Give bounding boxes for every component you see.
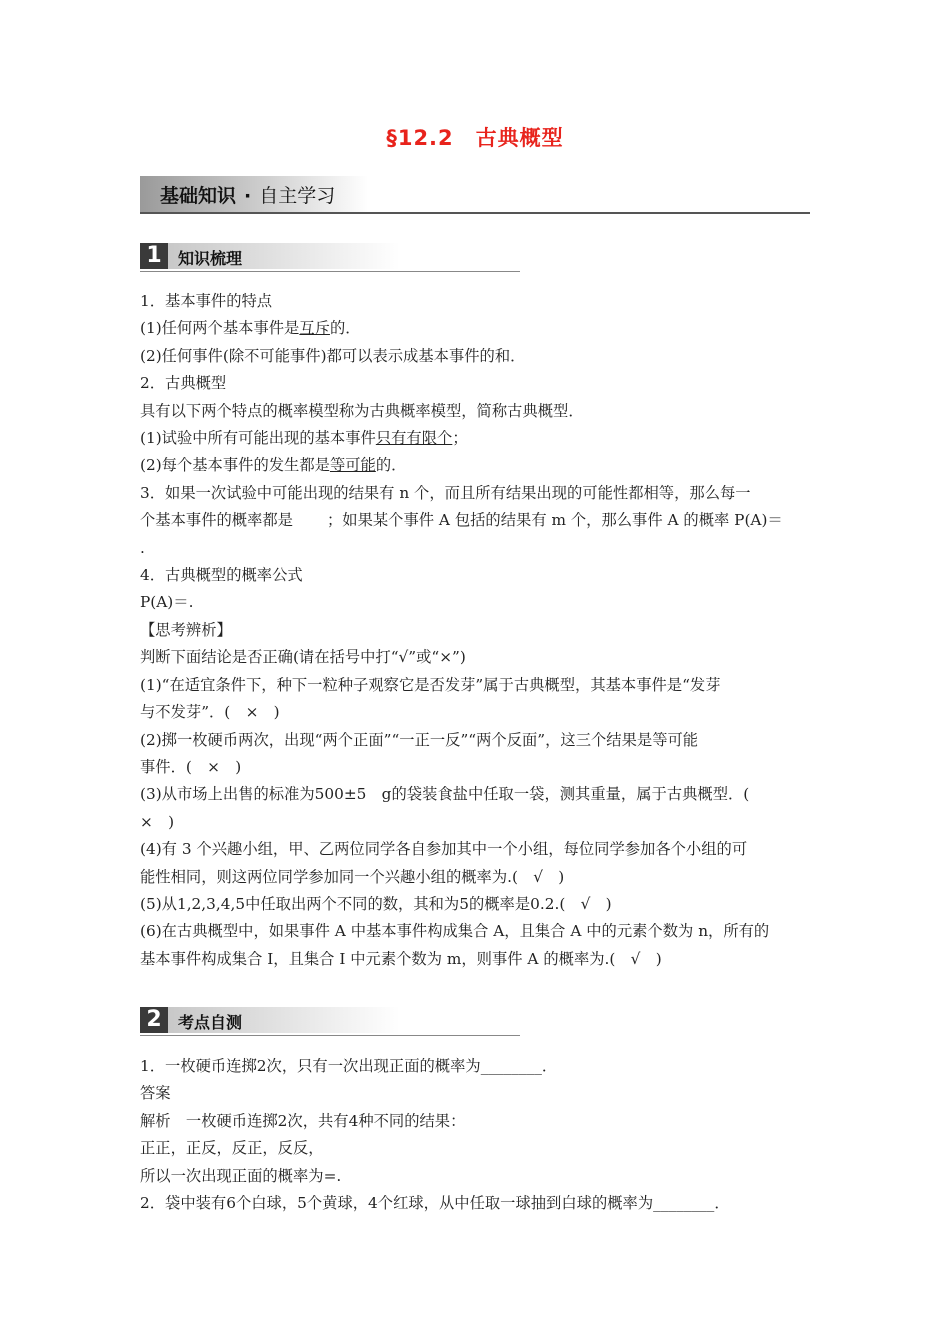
line-4: (1)试验中所有可能出现的基本事件只有有限个； (140, 429, 468, 448)
answer-underline-1: 互斥 (299, 319, 330, 338)
answer-label: 答案 (140, 1084, 171, 1103)
title-text: 古典概型 (475, 126, 564, 150)
line-2: (2)任何事件(除不可能事件)都可以表示成基本事件的和． (140, 346, 526, 365)
heading-1: 1．基本事件的特点 (140, 292, 273, 310)
judge-3a: (3)从市场上出售的标准为500±5 g的袋装食盐中任取一袋，测其重量，属于古典概型．( (140, 785, 750, 804)
judge-2b: 事件．( × ) (140, 757, 242, 776)
subsection-rule-2 (140, 1035, 520, 1036)
judge-3b: × ) (140, 812, 175, 831)
judge-5: (5)从1,2,3,4,5中任取出两个不同的数，其和为5的概率是0.2.( √ ) (140, 894, 612, 913)
judge-4b: 能性相同，则这两位同学参加同一个兴趣小组的概率为.( √ ) (140, 867, 565, 886)
heading-4: 4．古典概型的概率公式 (140, 566, 303, 585)
line-6: 3．如果一次试验中可能出现的结果有 n 个，而且所有结果出现的可能性都相等，那么每一 (140, 483, 751, 502)
judge-1b: 与不发芽”．( × ) (140, 703, 280, 722)
subsection-header-1 (140, 243, 520, 273)
subsection-label-2: 考点自测 (178, 1013, 243, 1032)
explanation: 解析 一枚硬币连掷2次，共有4种不同的结果： (140, 1111, 466, 1130)
results: 正正，正反，反正，反反， (140, 1139, 324, 1158)
judge-6b: 基本事件构成集合 I，且集合 I 中元素个数为 m，则事件 A 的概率为.( √ ) (140, 949, 662, 968)
subsection-header-2 (140, 1007, 520, 1037)
question-1: 1．一枚硬币连掷2次，只有一次出现正面的概率为________． (140, 1057, 558, 1075)
section-header-text (160, 181, 335, 208)
line-9: P(A)＝. (140, 593, 194, 612)
conclusion: 所以一次出现正面的概率为=. (140, 1166, 342, 1185)
answer-underline-3: 等可能 (329, 456, 376, 475)
line-1: (1)任何两个基本事件是互斥的． (140, 319, 361, 338)
section-dot: · (244, 185, 252, 207)
think-heading: 【思考辨析】 (140, 620, 232, 639)
subsection-label-1: 知识梳理 (178, 249, 243, 268)
heading-2: 2．古典概型 (140, 374, 227, 393)
title-number: §12.2 (386, 126, 454, 150)
judge-6a: (6)在古典概型中，如果事件 A 中基本事件构成集合 A，且集合 A 中的元素个数为 n，所有的 (140, 922, 770, 941)
subsection-number-2: 2 (140, 1007, 168, 1033)
self-test-section (140, 1053, 812, 1217)
answer-underline-2: 只有有限个 (375, 429, 453, 448)
section-bold: 基础知识 (160, 185, 237, 207)
judge-intro: 判断下面结论是否正确(请在括号中打“√”或“×”) (140, 648, 466, 667)
line-8: . (140, 538, 145, 557)
judge-4a: (4)有 3 个兴趣小组，甲、乙两位同学各自参加其中一个小组，每位同学参加各个小组的可 (140, 840, 748, 859)
judge-1a: (1)“在适宜条件下，种下一粒种子观察它是否发芽”属于古典概型，其基本事件是“发芽 (140, 675, 721, 694)
question-2: 2．袋中装有6个白球，5个黄球，4个红球，从中任取一球抽到白球的概率为________． (140, 1194, 730, 1213)
section-rest: 自主学习 (259, 185, 336, 207)
line-7: 个基本事件的概率都是 ；如果某个事件 A 包括的结果有 m 个，那么事件 A 的概率 P(A)＝ (140, 511, 783, 530)
page-title (0, 122, 950, 152)
knowledge-section (140, 288, 812, 973)
line-5: (2)每个基本事件的发生都是等可能的． (140, 456, 407, 475)
line-3: 具有以下两个特点的概率模型称为古典概率模型，简称古典概型． (140, 401, 584, 420)
section-header (140, 176, 810, 214)
subsection-rule-1 (140, 271, 520, 272)
judge-2a: (2)掷一枚硬币两次，出现“两个正面”“一正一反”“两个反面”，这三个结果是等可能 (140, 730, 699, 749)
section-header-rule (140, 212, 810, 214)
subsection-number-1: 1 (140, 243, 168, 269)
